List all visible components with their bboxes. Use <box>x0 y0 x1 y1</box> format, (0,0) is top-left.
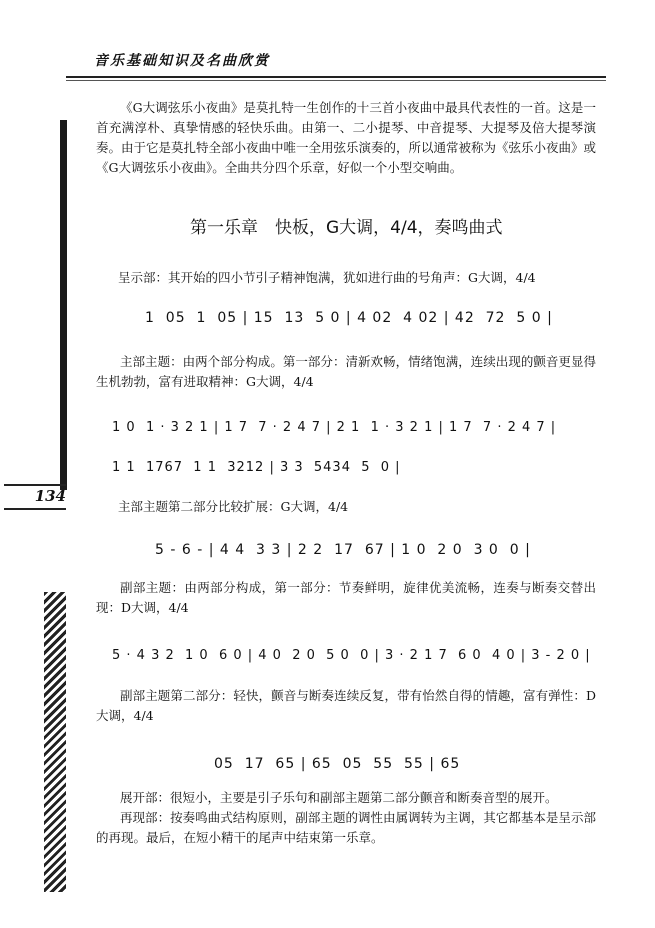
page-header-title: 音乐基础知识及名曲欣赏 <box>94 53 270 69</box>
header-rule-thin <box>66 80 606 81</box>
score-sub-theme: 5 · 4 3 2 1 0 6 0 | 4 0 2 0 5 0 0 | 3 · 2 1 7 6 0 4 0 | 3 - 2 0 | <box>112 648 591 663</box>
recapitulation-text: 再现部：按奏鸣曲式结构原则，副部主题的调性由属调转为主调，其它都基本是呈示部的再现。最后，在短小精干的尾声中结束第一乐章。 <box>96 810 596 845</box>
sub-theme-text: 副部主题：由两部分构成，第一部分：节奏鲜明，旋律优美流畅，连奏与断奏交替出现：D大调，4/4 <box>96 580 596 615</box>
main-theme-part2-text: 主部主题第二部分比较扩展：G大调，4/4 <box>118 499 349 514</box>
header-rule <box>66 76 606 78</box>
section-heading: 第一乐章 快板，G大调，4/4，奏鸣曲式 <box>190 218 503 238</box>
main-theme-text: 主部主题：由两个部分构成。第一部分：清新欢畅，情绪饱满，连续出现的颤音更显得生机勃勃，富有进取精神：G大调，4/4 <box>96 354 596 389</box>
page-edge-bar <box>60 120 67 490</box>
score-intro: 1 05 1 05 | 15 13 5 0 | 4 02 4 02 | 42 72 5 0 | <box>145 310 553 326</box>
page-number: 134 <box>4 484 66 510</box>
development-text: 展开部：很短小，主要是引子乐句和副部主题第二部分颤音和断奏音型的展开。 <box>120 790 558 805</box>
exposition-text: 呈示部：其开始的四小节引子精神饱满，犹如进行曲的号角声：G大调，4/4 <box>118 270 536 285</box>
score-sub-part2: 05 17 65 | 65 05 55 55 | 65 <box>214 756 461 772</box>
score-main-line1: 1 0 1 · 3 2 1 | 1 7 7 · 2 4 7 | 2 1 1 · 3 2 1 | 1 7 7 · 2 4 7 | <box>112 420 557 435</box>
sub-theme-part2-text: 副部主题第二部分：轻快，颤音与断奏连续反复，带有怡然自得的情趣，富有弹性：D大调，4/4 <box>96 688 596 723</box>
score-main-line2: 1 1 1767 1 1 3212 | 3 3 5434 5 0 | <box>112 460 401 475</box>
page-edge-stripes <box>44 592 66 892</box>
intro-paragraph: 《G大调弦乐小夜曲》是莫扎特一生创作的十三首小夜曲中最具代表性的一首。这是一首充满淳朴、真挚情感的轻快乐曲。由第一、二小提琴、中音提琴、大提琴及倍大提琴演奏。由于它是莫扎特全部小夜曲中唯一全用弦乐演奏的，所以通常被称为《弦乐小夜曲》或《G大调弦乐小夜曲》。全曲共分四个乐章，好似一个小型交响曲。 <box>96 100 597 175</box>
score-main-part2: 5 - 6 - | 4 4 3 3 | 2 2 17 67 | 1 0 2 0 3 0 0 | <box>155 542 531 558</box>
